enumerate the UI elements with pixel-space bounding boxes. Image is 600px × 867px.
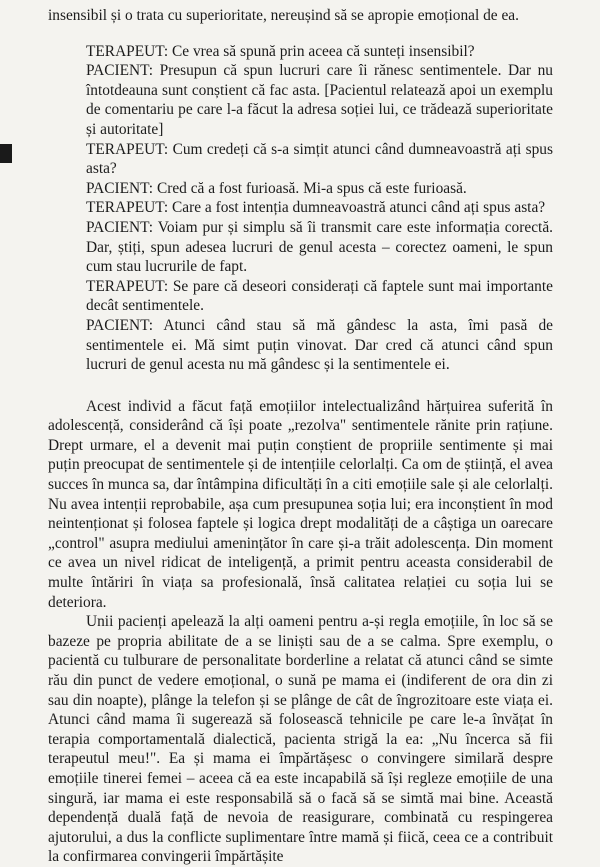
dialogue-text: Presupun că spun lucruri care îi rănesc sentimentele. Dar nu întotdeauna sunt conștient că fac asta. [Pacientul relatează apoi un exemplu de comentariu pe care l-a făcut la adresa soției lui, ce trădează superioritate și autoritate]	[86, 62, 553, 138]
speaker-label: TERAPEUT:	[86, 199, 169, 217]
dialogue-text: Se pare că deseori considerați că faptele sunt mai importante decât sentimentele.	[86, 277, 553, 315]
body-text	[48, 397, 553, 867]
dialogue-text: Care a fost intenția dumneavoastră atunci când ați spus asta?	[172, 199, 546, 217]
margin-thumb-tab	[0, 144, 12, 163]
paragraph: Unii pacienți apelează la alți oameni pentru a-și regla emoțiile, în loc să se bazeze pe propria abilitate de a se liniști sau de a se calma. Spre exemplu, o pacientă cu tulburare de personalitate borderline a relatat că atunci când se simte rău din punct de vedere emoțional, o sună pe mama ei (indiferent de ora din zi sau din noapte), plânge la telefon și se plânge de cât de îngrozitoare este viața ei. Atunci când mama îi sugerează să folosească tehnicile pe care le-a învățat în terapia comportamentală dialectică, pacienta strigă la ea: „Nu încerca să fii terapeutul meu!". Ea și mama ei împărtășesc o convingere similară despre emoțiile tinerei femei – aceea că ea este incapabilă să își regleze emoțiile de una singură, iar mama ei este responsabilă să o facă să se simtă mai bine. Această dependență duală față de nevoia de reasigurare, combinată cu respingerea ajutorului, a dus la conflicte suplimentare între mamă și fiică, ceea ce a contribuit la confirmarea convingerii împărtășite	[48, 613, 553, 866]
speaker-label: TERAPEUT:	[86, 140, 169, 158]
dialogue-line	[48, 179, 553, 199]
dialogue-line	[48, 61, 553, 139]
dialogue-text: Ce vrea să spună prin aceea că sunteți insensibil?	[172, 42, 475, 60]
speaker-label: PACIENT:	[86, 218, 154, 236]
dialogue-text: Atunci când stau să mă gândesc la asta, îmi pasă de sentimentele ei. Mă simt puțin vinovat. Dar cred că atunci când spun lucruri de genul acesta nu mă gândesc și la sentimentele ei.	[86, 316, 553, 374]
speaker-label: TERAPEUT:	[86, 277, 169, 295]
dialogue-text: Cum credeți că s-a simțit atunci când dumneavoastră ați spus asta?	[86, 140, 553, 178]
paragraph: Acest individ a făcut față emoțiilor intelectualizând hărțuirea suferită în adolescență, considerând că își poate „rezolva" sentimentele rănite prin rațiune. Drept urmare, el a devenit mai puțin conștient de propriile sentimente și mai puțin preocupat de sentimentele și de intențiile celorlalți. Ca om de știință, el avea succes în munca sa, dar întâmpina dificultăți în a citi emoțiile sale și ale celorlalți. Nu avea intenții reprobabile, așa cum presupunea soția lui; era inconștient în mod neintenționat și folosea faptele și logica drept modalități de a câștiga un oarecare „control" asupra mediului amenințător în care și-a trăit adolescența. Din moment ce avea un nivel ridicat de inteligență, a primit pentru aceasta considerabil de multe întăriri în viața sa profesională, însă calitatea relației cu soția lui se deteriora.	[48, 397, 553, 611]
dialogue-line	[48, 42, 553, 62]
speaker-label: PACIENT:	[86, 179, 154, 197]
dialogue-text: Cred că a fost furioasă. Mi-a spus că este furioasă.	[156, 179, 467, 197]
speaker-label: PACIENT:	[86, 62, 154, 80]
dialogue-line	[48, 198, 553, 218]
continued-line: insensibil și o trata cu superioritate, nereușind să se apropie emoțional de ea.	[48, 7, 519, 24]
dialogue-line	[48, 140, 553, 179]
dialogue-line	[48, 277, 553, 316]
dialogue-line	[48, 316, 553, 375]
dialogue-transcript	[48, 42, 553, 375]
speaker-label: TERAPEUT:	[86, 42, 169, 60]
dialogue-line	[48, 218, 553, 277]
dialogue-text: Voiam pur și simplu să îi transmit care este informația corectă. Dar, știți, spun adesea lucruri de genul acesta – corectez oameni, le spun cum stau lucrurile de fapt.	[86, 218, 553, 276]
speaker-label: PACIENT:	[86, 316, 154, 334]
page-text	[48, 6, 553, 867]
